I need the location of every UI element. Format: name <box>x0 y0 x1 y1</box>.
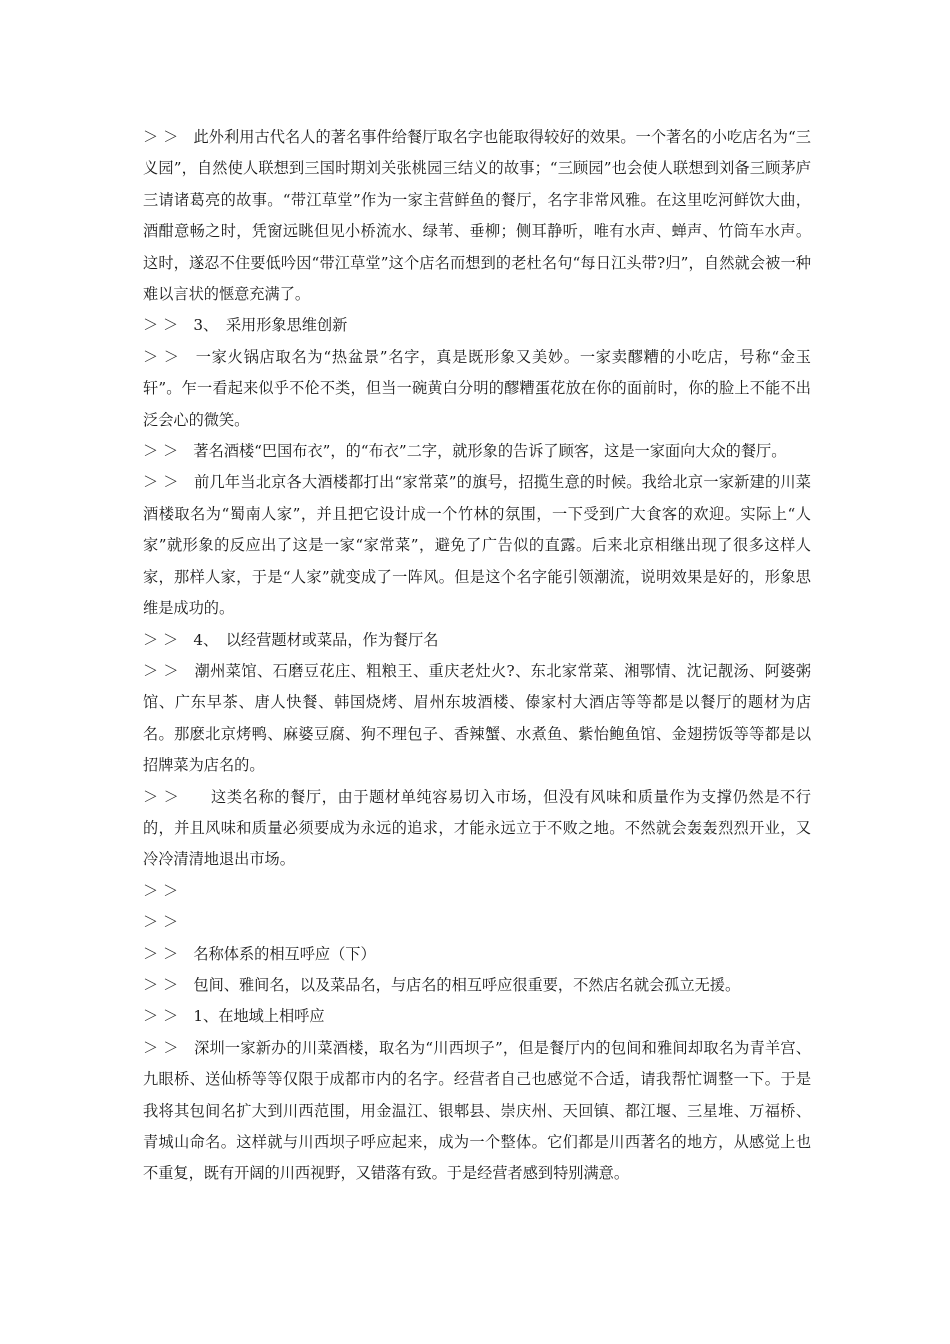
paragraph-shunan-renjia: ＞ ＞ 前几年当北京各大酒楼都打出“家常菜”的旗号，招揽生意的时候。我给北京一家新建的川菜酒楼取名为“蜀南人家”，并且把它设计成一个竹林的氛围，一下受到广大食客的欢迎。实际上“人家”就形象的反应出了这是一家“家常菜”，避免了广告似的直露。后来北京相继出现了很多这样人家，那样人家，于是“人家”就变成了一阵风。但是这个名字能引领潮流，说明效果是好的，形象思维是成功的。 <box>143 473 811 618</box>
heading-regional: ＞ ＞ 1、在地域上相呼应 <box>143 1007 325 1026</box>
paragraph-blank-1: ＞ ＞ <box>143 881 179 900</box>
paragraph-theme-examples: ＞ ＞ 潮州菜馆、石磨豆花庄、粗粮王、重庆老灶火?、东北家常菜、湘鄂情、沈记靓汤、阿婆粥馆、广东早茶、唐人快餐、韩国烧烤、眉州东坡酒楼、傣家村大酒店等等都是以餐厅的题材为店名。那麽北京烤鸭、麻婆豆腐、狗不理包子、香辣蟹、水煮鱼、紫怡鲍鱼馆、金翅捞饭等等都是以招牌菜为店名的。 <box>143 661 811 775</box>
heading-name-system: ＞ ＞ 名称体系的相互呼应（下） <box>143 944 376 963</box>
document-body <box>143 122 811 1190</box>
heading-image-thinking: ＞ ＞ 3、 采用形象思维创新 <box>143 316 348 335</box>
paragraph-theme-quality: ＞ ＞ 这类名称的餐厅，由于题材单纯容易切入市场，但没有风味和质量作为支撑仍然是不行的，并且风味和质量必须要成为永远的追求，才能永远立于不败之地。不然就会轰轰烈烈开业，又冷冷清清地退出市场。 <box>143 787 811 869</box>
paragraph-hotpot-name: ＞ ＞ 一家火锅店取名为“热盆景”名字，真是既形象又美妙。一家卖醪糟的小吃店，号称“金玉轩”。乍一看起来似乎不伦不类，但当一碗黄白分明的醪糟蛋花放在你的面前时，你的脸上不能不出泛会心的微笑。 <box>143 347 811 429</box>
paragraph-chuanxi-bazi: ＞ ＞ 深圳一家新办的川菜酒楼，取名为“川西坝子”，但是餐厅内的包间和雅间却取名为青羊宫、九眼桥、送仙桥等等仅限于成都市内的名字。经营者自己也感觉不合适，请我帮忙调整一下。于是我将其包间名扩大到川西范围，用金温江、银郫县、崇庆州、天回镇、都江堰、三星堆、万福桥、青城山命名。这样就与川西坝子呼应起来，成为一个整体。它们都是川西著名的地方，从感觉上也不重复，既有开阔的川西视野，又错落有致。于是经营者感到特别满意。 <box>143 1038 811 1183</box>
paragraph-famous-events: ＞ ＞ 此外利用古代名人的著名事件给餐厅取名字也能取得较好的效果。一个著名的小吃店名为“三义园”，自然使人联想到三国时期刘关张桃园三结义的故事；“三顾园”也会使人联想到刘备三顾茅庐三请诸葛亮的故事。“带江草堂”作为一家主营鲜鱼的餐厅，名字非常风雅。在这里吃河鲜饮大曲，酒酣意畅之时，凭窗远眺但见小桥流水、绿苇、垂柳；侧耳静听，唯有水声、蝉声、竹筒车水声。这时，遂忍不住要低吟因“带江草堂”这个店名而想到的老杜名句“每日江头带?归”，自然就会被一种难以言状的惬意充满了。 <box>143 128 811 304</box>
paragraph-blank-2: ＞ ＞ <box>143 913 179 932</box>
heading-cuisine-theme: ＞ ＞ 4、 以经营题材或菜品，作为餐厅名 <box>143 630 439 649</box>
paragraph-room-names: ＞ ＞ 包间、雅间名，以及菜品名，与店名的相互呼应很重要，不然店名就会孤立无援。 <box>143 975 741 994</box>
paragraph-bayu-buyi: ＞ ＞ 著名酒楼“巴国布衣”，的“布衣”二字，就形象的告诉了顾客，这是一家面向大众的餐厅。 <box>143 442 787 461</box>
